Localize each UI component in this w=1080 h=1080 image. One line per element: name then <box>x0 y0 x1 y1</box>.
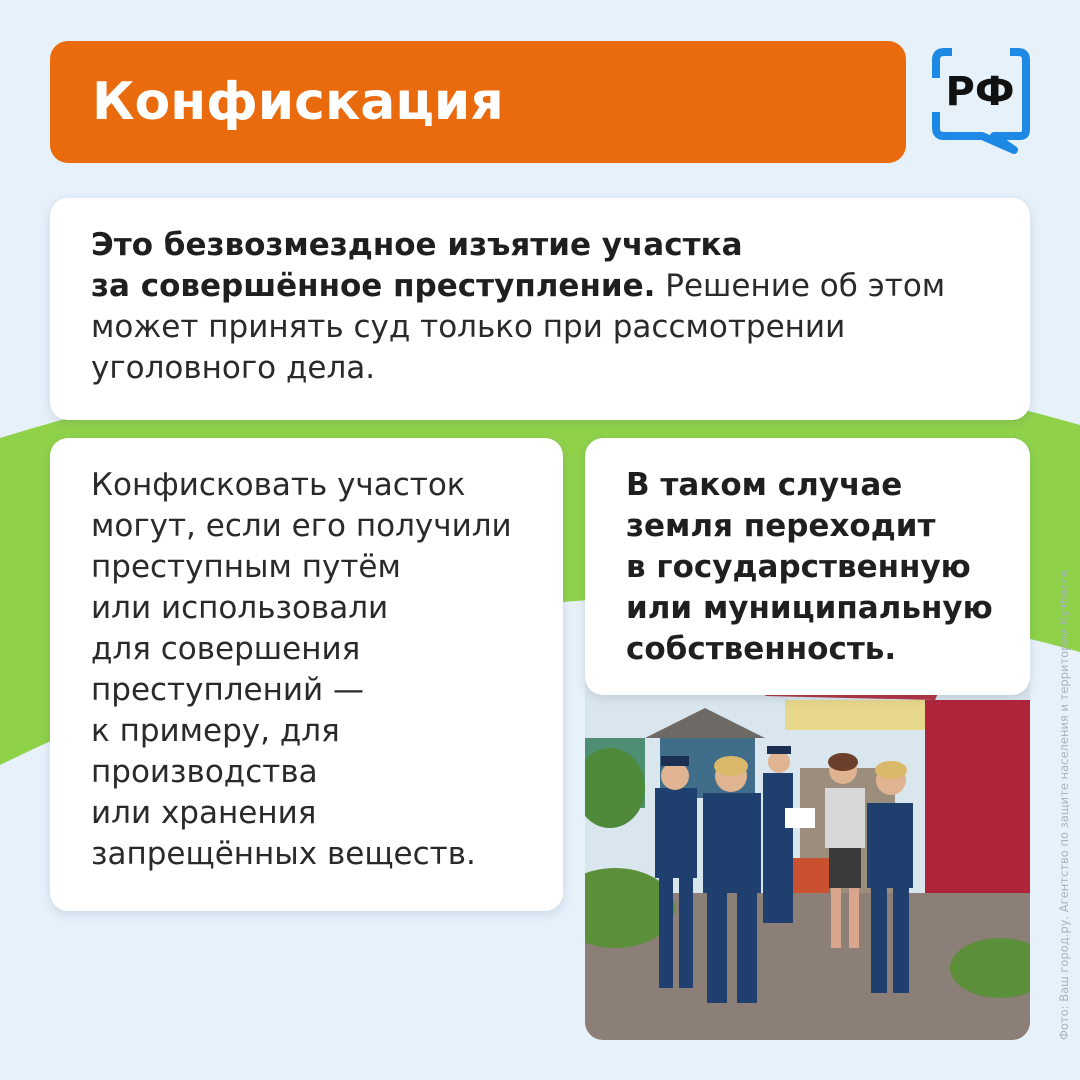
logo-label: РФ <box>945 69 1015 115</box>
definition-regular-text: Решение об этом может принять суд только при рассмотрении уголовного дела. <box>91 268 946 386</box>
reasons-card <box>50 438 563 911</box>
reasons-text: Конфисковать участок могут, если его получили преступным путём или использовали для совершения преступлений — к примеру, для производства или хранения запрещённых веществ. <box>91 467 512 872</box>
definition-card <box>50 198 1030 420</box>
outcome-text: В таком случае земля переходит в государственную или муниципальную собственность. <box>626 467 993 667</box>
page-title: Конфискация <box>92 72 504 132</box>
definition-text <box>91 225 1006 389</box>
rf-logo <box>930 48 1032 154</box>
outcome-card <box>585 438 1030 695</box>
photo-credit: Фото: Ваш город.ру. Агентство по защите населения и территории Кузбасса <box>1057 569 1071 1040</box>
inspection-photo <box>585 678 1030 1040</box>
definition-bold-text: Это безвозмездное изъятие участка за совершённое преступление. <box>91 227 743 304</box>
title-banner <box>50 41 906 163</box>
